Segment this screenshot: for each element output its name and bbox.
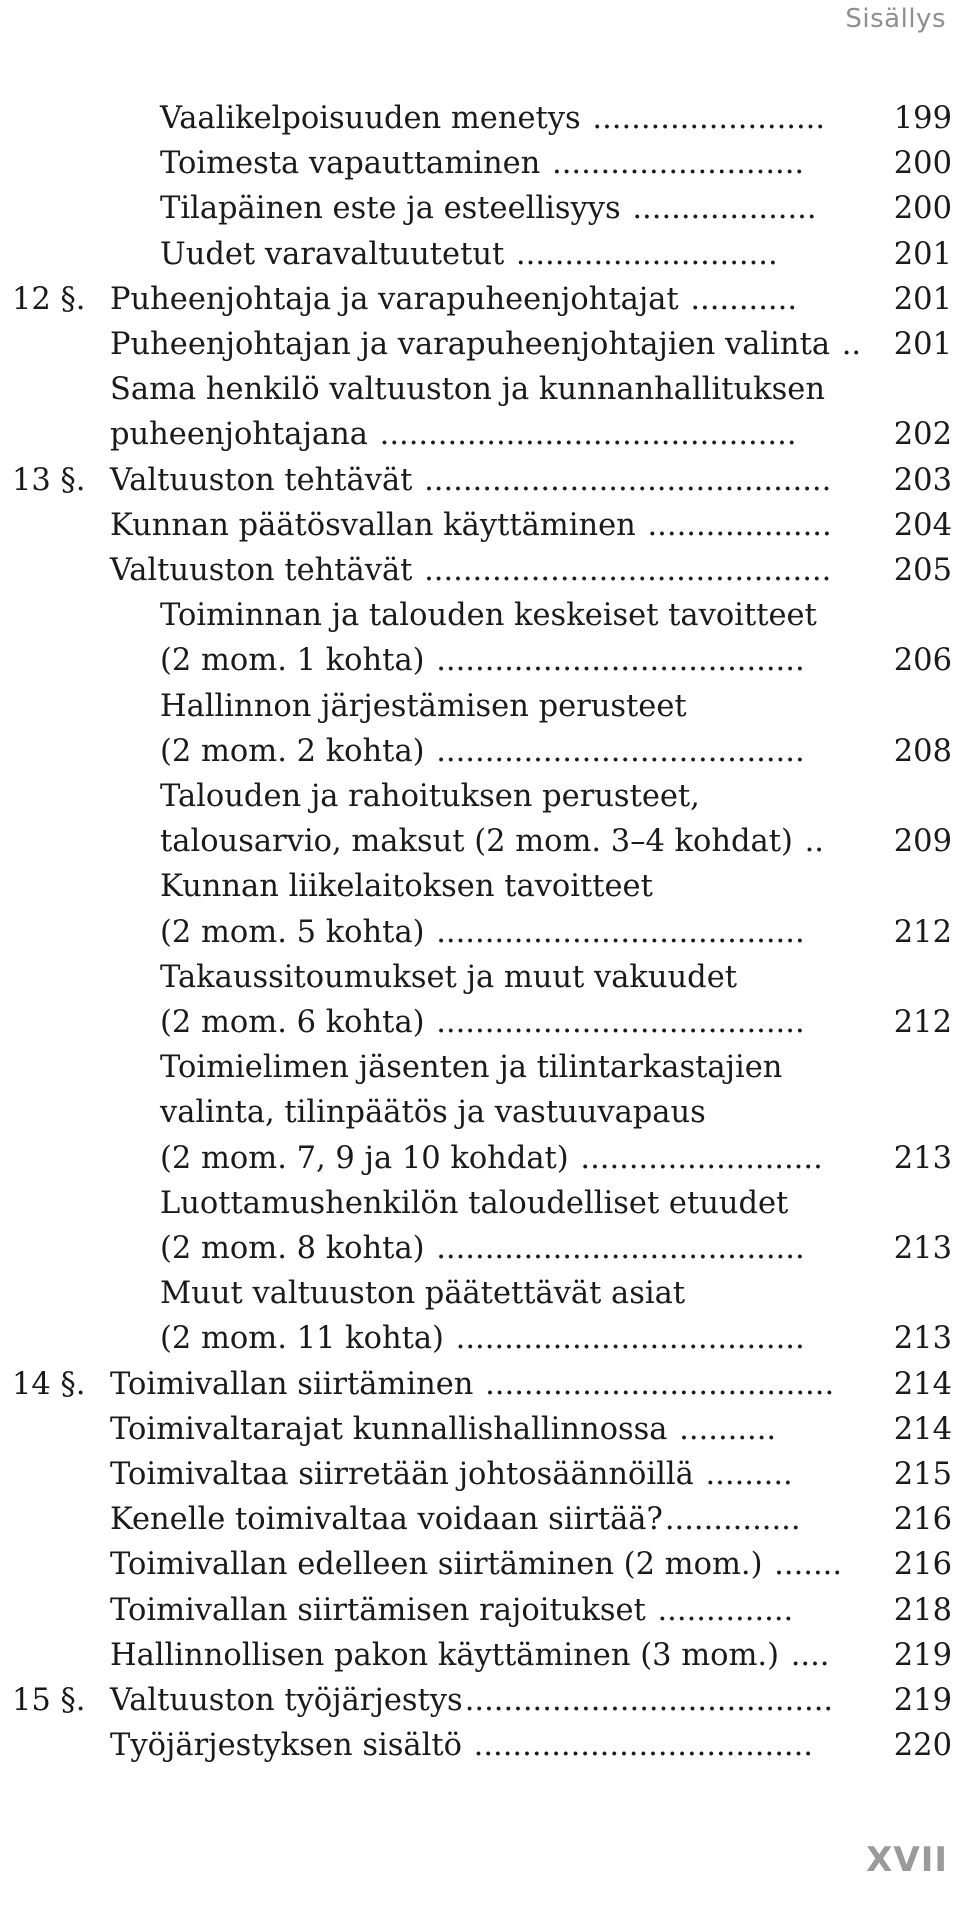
- dot-leader: ......................................: [426, 914, 805, 950]
- entry-title-text: Vaalikelpoisuuden menetys: [160, 101, 581, 136]
- toc-entry: [0, 96, 960, 141]
- entry-page-number: 204: [893, 507, 952, 543]
- entry-title-text: valinta, tilinpäätös ja vastuuvapaus: [160, 1095, 706, 1131]
- entry-title: [110, 1362, 835, 1407]
- entry-title-text: Valtuuston tehtävät: [110, 462, 413, 498]
- running-header: Sisällys: [845, 4, 946, 34]
- entry-title-text: (2 mom. 1 kohta): [160, 643, 425, 679]
- entry-page-number: 201: [893, 327, 952, 362]
- entry-title: [160, 1090, 708, 1135]
- dot-leader: ...........: [680, 281, 798, 317]
- dot-leader: ......................................: [426, 733, 805, 769]
- section-number: 13 §.: [12, 462, 86, 498]
- entry-page-number: 220: [893, 1728, 952, 1764]
- dot-leader: ....................................: [475, 1366, 835, 1402]
- toc-entry: [0, 367, 960, 412]
- entry-title-text: Kunnan päätösvallan käyttäminen: [110, 507, 636, 543]
- toc-entry: [0, 1045, 960, 1090]
- entry-title: [160, 1181, 790, 1226]
- entry-title: [160, 232, 778, 277]
- dot-leader: ..............: [664, 1502, 801, 1538]
- toc-entry: [0, 1588, 960, 1633]
- dot-leader: ..: [794, 824, 824, 860]
- toc-entry: [0, 774, 960, 819]
- toc-entry: [0, 322, 960, 367]
- entry-page-number: 208: [893, 733, 952, 769]
- entry-title-text: Toimivaltaa siirretään johtosäännöillä: [110, 1457, 694, 1492]
- toc-entry: [0, 1633, 960, 1678]
- entry-title-text: (2 mom. 7, 9 ja 10 kohdat): [160, 1140, 569, 1176]
- dot-leader: ..........................................: [414, 462, 832, 498]
- entry-page-number: 213: [893, 1140, 952, 1176]
- page-number: XVII: [866, 1840, 948, 1880]
- entry-title-text: Toimivaltarajat kunnallishallinnossa: [110, 1411, 668, 1447]
- toc-entry: [0, 1316, 960, 1361]
- entry-title-text: Toiminnan ja talouden keskeiset tavoitteet: [160, 598, 817, 634]
- entry-title-text: Toimivallan edelleen siirtäminen (2 mom.): [110, 1547, 763, 1583]
- entry-title: [160, 1271, 687, 1316]
- toc-entry: [0, 141, 960, 186]
- dot-leader: ..............: [647, 1592, 794, 1628]
- entry-title: [160, 96, 826, 141]
- entry-page-number: 216: [893, 1502, 952, 1538]
- entry-title-text: (2 mom. 6 kohta): [160, 1005, 425, 1040]
- toc-entry: [0, 1226, 960, 1271]
- entry-title-text: Valtuuston työjärjestys: [110, 1683, 463, 1718]
- entry-title: [110, 1633, 830, 1678]
- entry-title: [160, 141, 804, 186]
- dot-leader: .......: [764, 1547, 843, 1583]
- entry-title: [160, 774, 702, 819]
- toc-entry: [0, 412, 960, 457]
- toc-entry: [0, 1723, 960, 1768]
- entry-title: [160, 910, 805, 955]
- entry-page-number: 200: [893, 146, 952, 182]
- toc-entry: [0, 819, 960, 864]
- toc-entry: [0, 1181, 960, 1226]
- entry-title-text: (2 mom. 5 kohta): [160, 914, 425, 950]
- dot-leader: .........................: [570, 1140, 823, 1176]
- entry-title: [160, 729, 805, 774]
- dot-leader: ......................................: [426, 1231, 805, 1266]
- entry-title: [110, 1407, 776, 1452]
- entry-title: [110, 1497, 801, 1542]
- toc-entry: [0, 1542, 960, 1587]
- entry-title: [160, 1000, 805, 1045]
- entry-page-number: 203: [893, 462, 952, 498]
- section-number: 15 §.: [12, 1683, 86, 1718]
- entry-title-text: puheenjohtajana: [110, 417, 368, 453]
- toc-entry: [0, 910, 960, 955]
- toc-entry: [0, 1271, 960, 1316]
- toc-entry: [0, 1000, 960, 1045]
- toc-entry: [0, 593, 960, 638]
- entry-title-text: Sama henkilö valtuuston ja kunnanhallituksen: [110, 372, 825, 408]
- section-number: 14 §.: [12, 1366, 86, 1402]
- entry-title-text: (2 mom. 11 kohta): [160, 1321, 444, 1357]
- entry-title: [110, 1542, 843, 1587]
- toc-entry: [0, 1452, 960, 1497]
- entry-title: [160, 684, 689, 729]
- entry-title: [160, 819, 824, 864]
- entry-page-number: 216: [893, 1547, 952, 1583]
- entry-page-number: 202: [893, 417, 952, 453]
- dot-leader: ..: [832, 327, 862, 362]
- entry-title-text: Työjärjestyksen sisältö: [110, 1728, 462, 1764]
- entry-page-number: 212: [893, 914, 952, 950]
- entry-title: [160, 186, 817, 231]
- dot-leader: ..........................................: [414, 553, 832, 588]
- toc-entry: [0, 864, 960, 909]
- entry-title: [160, 864, 655, 909]
- entry-title: [160, 955, 739, 1000]
- entry-page-number: 199: [893, 101, 952, 136]
- entry-title: [160, 1316, 805, 1361]
- toc-entry: [0, 955, 960, 1000]
- toc-entry: [0, 1362, 960, 1407]
- entry-title: [110, 1678, 834, 1723]
- toc-entry: [0, 1136, 960, 1181]
- entry-page-number: 206: [893, 643, 952, 679]
- dot-leader: ......................................: [426, 643, 805, 679]
- entry-page-number: 212: [893, 1005, 952, 1040]
- entry-page-number: 213: [893, 1231, 952, 1266]
- entry-title: [160, 1045, 784, 1090]
- entry-title: [110, 1723, 813, 1768]
- toc-entry: [0, 503, 960, 548]
- entry-title-text: Talouden ja rahoituksen perusteet,: [160, 779, 700, 814]
- entry-page-number: 201: [893, 281, 952, 317]
- dot-leader: .........: [695, 1457, 793, 1492]
- dot-leader: ...........................................: [369, 417, 797, 453]
- dot-leader: ........................: [582, 101, 826, 136]
- entry-page-number: 209: [893, 824, 952, 860]
- entry-title: [160, 1136, 823, 1181]
- toc-entry: [0, 232, 960, 277]
- entry-title-text: (2 mom. 2 kohta): [160, 733, 425, 769]
- entry-page-number: 214: [893, 1411, 952, 1447]
- entry-title-text: Hallinnollisen pakon käyttäminen (3 mom.): [110, 1637, 779, 1673]
- dot-leader: ....................................: [445, 1321, 805, 1357]
- toc-entry: [0, 458, 960, 503]
- entry-title-text: Uudet varavaltuutetut: [160, 236, 505, 272]
- entry-title-text: Hallinnon järjestämisen perusteet: [160, 688, 687, 724]
- entry-title-text: Puheenjohtaja ja varapuheenjohtajat: [110, 281, 679, 317]
- entry-page-number: 213: [893, 1321, 952, 1357]
- dot-leader: ......................................: [464, 1683, 834, 1718]
- entry-title-text: Takaussitoumukset ja muut vakuudet: [160, 959, 737, 995]
- toc-entry: [0, 277, 960, 322]
- entry-title: [110, 367, 825, 412]
- entry-title-text: Valtuuston tehtävät: [110, 553, 413, 588]
- toc-entry: [0, 684, 960, 729]
- dot-leader: ....: [781, 1637, 830, 1673]
- dot-leader: ......................................: [426, 1005, 805, 1040]
- toc-entry: [0, 1407, 960, 1452]
- entry-title: [160, 638, 805, 683]
- toc-entry: [0, 1678, 960, 1723]
- entry-title: [110, 322, 862, 367]
- entry-title: [110, 458, 832, 503]
- toc-entry: [0, 1497, 960, 1542]
- entry-title-text: Muut valtuuston päätettävät asiat: [160, 1276, 686, 1312]
- section-number: 12 §.: [12, 281, 86, 317]
- entry-title-text: Toimivallan siirtämisen rajoitukset: [110, 1592, 646, 1628]
- entry-title: [110, 548, 832, 593]
- entry-page-number: 219: [893, 1637, 952, 1673]
- entry-title: [160, 593, 818, 638]
- entry-title-text: Toimivallan siirtäminen: [110, 1366, 474, 1402]
- entry-title: [110, 412, 797, 457]
- entry-title-text: Puheenjohtajan ja varapuheenjohtajien valinta: [110, 327, 831, 362]
- entry-title-text: Kunnan liikelaitoksen tavoitteet: [160, 869, 653, 905]
- toc-entry: [0, 638, 960, 683]
- entry-title-text: Kenelle toimivaltaa voidaan siirtää?: [110, 1502, 663, 1538]
- toc-entry: [0, 186, 960, 231]
- entry-page-number: 205: [893, 553, 952, 588]
- entry-page-number: 219: [893, 1683, 952, 1718]
- dot-leader: ..........................: [542, 146, 805, 182]
- entry-title-text: Tilapäinen este ja esteellisyys: [160, 191, 621, 227]
- entry-page-number: 215: [893, 1457, 952, 1492]
- entry-title-text: Toimielimen jäsenten ja tilintarkastajien: [160, 1050, 783, 1086]
- entry-title: [110, 277, 797, 322]
- entry-title: [110, 1452, 793, 1497]
- dot-leader: ...................: [637, 507, 832, 543]
- entry-page-number: 201: [893, 236, 952, 272]
- entry-title: [110, 503, 832, 548]
- toc-entry: [0, 548, 960, 593]
- toc-entry: [0, 729, 960, 774]
- dot-leader: ...........................: [506, 236, 778, 272]
- entry-title: [110, 1588, 793, 1633]
- toc-entry: [0, 1090, 960, 1135]
- entry-page-number: 200: [893, 191, 952, 227]
- entry-title: [160, 1226, 805, 1271]
- dot-leader: ..........: [669, 1411, 777, 1447]
- entry-page-number: 214: [893, 1366, 952, 1402]
- entry-page-number: 218: [893, 1592, 952, 1628]
- entry-title-text: Luottamushenkilön taloudelliset etuudet: [160, 1185, 789, 1221]
- dot-leader: ...................: [622, 191, 817, 227]
- dot-leader: ...................................: [463, 1728, 813, 1764]
- entry-title-text: talousarvio, maksut (2 mom. 3–4 kohdat): [160, 824, 793, 860]
- entry-title-text: (2 mom. 8 kohta): [160, 1231, 425, 1266]
- entry-title-text: Toimesta vapauttaminen: [160, 146, 541, 182]
